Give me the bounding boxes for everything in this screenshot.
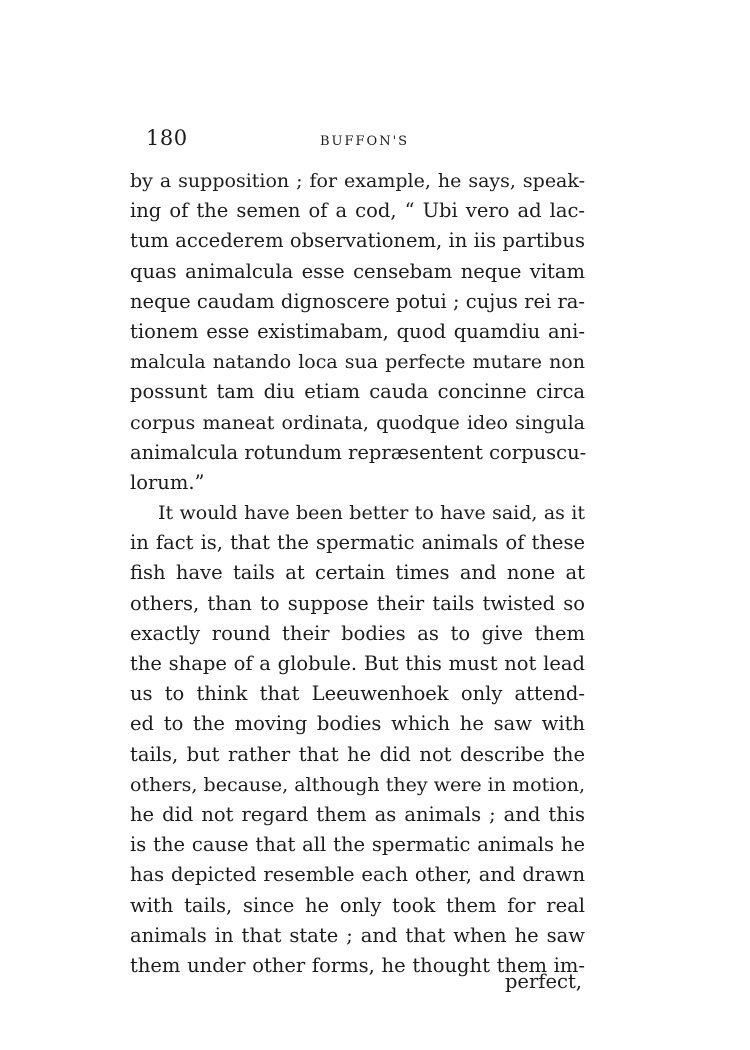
text-line: is the cause that all the spermatic animals he <box>130 833 585 857</box>
text-line: tionem esse existimabam, quod quamdiu ani- <box>130 319 585 343</box>
text-line: animals in that state ; and that when he saw <box>130 923 585 947</box>
text-line: corpus maneat ordinata, quodque ideo singula <box>130 411 585 434</box>
running-head <box>130 124 600 154</box>
text-line: animalcula rotundum repræsentent corpuscu- <box>130 440 587 464</box>
text-line: with tails, since he only took them for real <box>130 893 585 917</box>
text-line: has depicted resemble each other, and drawn <box>130 863 585 887</box>
text-line: neque caudam dignoscere potui ; cujus rei ra- <box>130 289 585 313</box>
text-line: them under other forms, he thought them im- <box>130 953 585 977</box>
body-text <box>130 166 585 981</box>
page-number: 180 <box>146 126 188 150</box>
text-line: fish have tails at certain times and none at <box>130 561 585 585</box>
running-title: BUFFON'S <box>320 134 410 149</box>
text-line: quas animalcula esse censebam neque vitam <box>130 259 585 283</box>
paragraph-2 <box>130 498 585 981</box>
text-line: lorum.” <box>130 470 205 494</box>
text-line: malcula natando loca sua perfecte mutare non <box>130 351 585 374</box>
text-line: the shape of a globule. But this must not lead <box>130 652 585 675</box>
text-line: us to think that Leeuwenhoek only attend- <box>130 682 585 706</box>
text-line: ed to the moving bodies which he saw with <box>130 712 585 736</box>
text-line: It would have been better to have said, as it <box>158 502 585 525</box>
text-line: tails, but rather that he did not describe the <box>130 742 585 766</box>
text-line: exactly round their bodies as to give them <box>130 621 585 645</box>
catchword: perfect, <box>504 970 582 993</box>
paragraph-1 <box>130 166 585 498</box>
text-line: possunt tam diu etiam cauda concinne circa <box>130 380 585 404</box>
text-line: tum accederem observationem, in iis partibus <box>130 229 585 253</box>
text-line: in fact is, that the spermatic animals of these <box>130 531 585 555</box>
text-line: ing of the semen of a cod, “ Ubi vero ad lac- <box>130 199 585 223</box>
text-line: others, than to suppose their tails twisted so <box>130 591 585 615</box>
text-line: by a supposition ; for example, he says, speak- <box>130 170 585 192</box>
text-line: he did not regard them as animals ; and this <box>130 802 585 826</box>
text-line: others, because, although they were in motion, <box>130 773 585 796</box>
